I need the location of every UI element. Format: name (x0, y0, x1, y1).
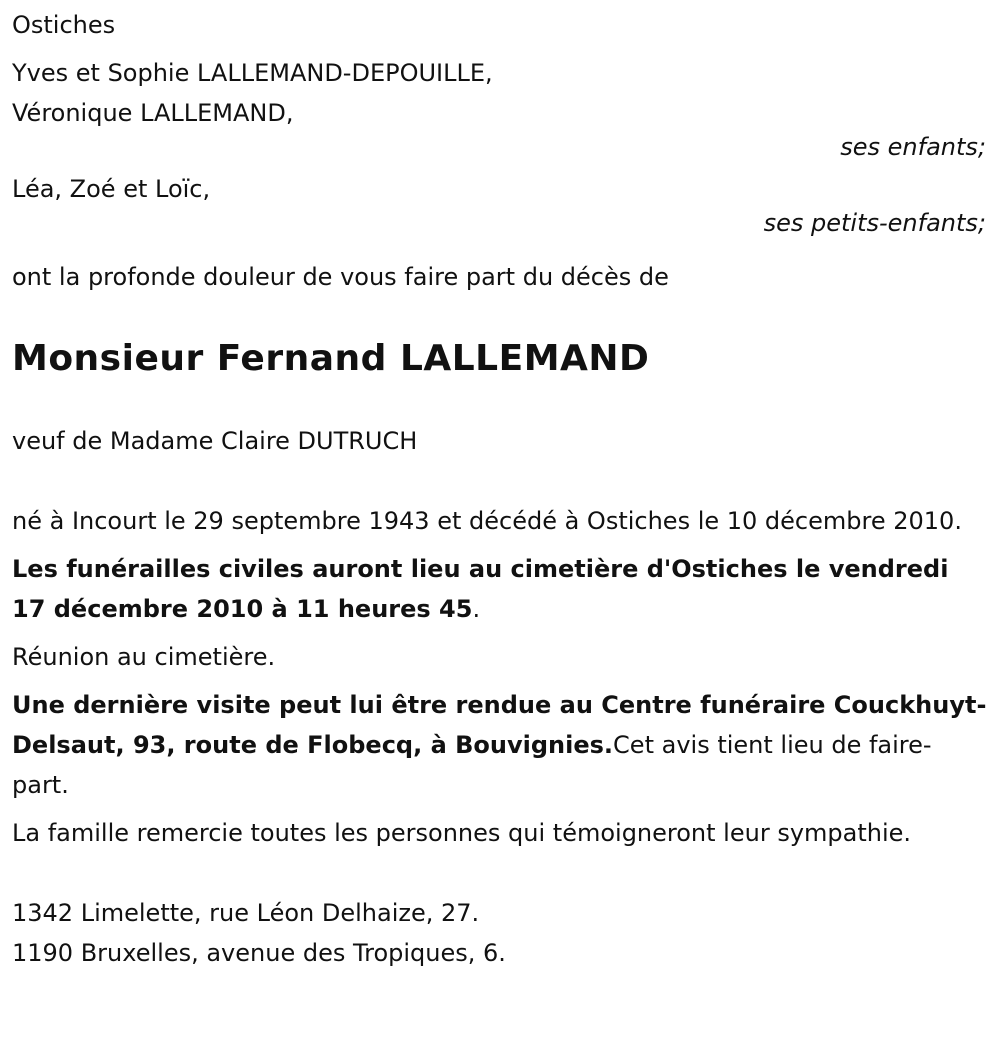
address-2: 1190 Bruxelles, avenue des Tropiques, 6. (12, 939, 506, 967)
announcement: ont la profonde douleur de vous faire part du décès de (12, 263, 669, 291)
birth-death: né à Incourt le 29 septembre 1943 et décédé à Ostiches le 10 décembre 2010. (12, 507, 962, 535)
children-line-1: Yves et Sophie LALLEMAND-DEPOUILLE, (12, 59, 493, 87)
children-line-2: Véronique LALLEMAND, (12, 99, 294, 127)
children-role: ses enfants; (840, 133, 986, 161)
grandchildren-line: Léa, Zoé et Loïc, (12, 175, 211, 203)
location: Ostiches (12, 11, 116, 39)
widower-of: veuf de Madame Claire DUTRUCH (12, 427, 418, 455)
grandchildren-role: ses petits-enfants; (763, 209, 986, 237)
funeral-end: . (472, 595, 481, 623)
visit-plain-text: Cet avis tient lieu de faire-part. (12, 731, 932, 799)
thanks: La famille remercie toutes les personnes qui témoigneront leur sympathie. (12, 819, 912, 847)
reunion: Réunion au cimetière. (12, 643, 276, 671)
visit-bold-text: Une dernière visite peut lui être rendue au Centre funéraire Couckhuyt-Delsaut, 93, route de Flobecq, à Bouvignies. (12, 691, 987, 759)
address-1: 1342 Limelette, rue Léon Delhaize, 27. (12, 899, 480, 927)
visit-info (12, 685, 988, 805)
deceased-name: Monsieur Fernand LALLEMAND (12, 338, 650, 379)
funeral-info (12, 549, 988, 629)
funeral-bold-text: Les funérailles civiles auront lieu au cimetière d'Ostiches le vendredi 17 décembre 2010 à 11 heures 45 (12, 555, 949, 623)
